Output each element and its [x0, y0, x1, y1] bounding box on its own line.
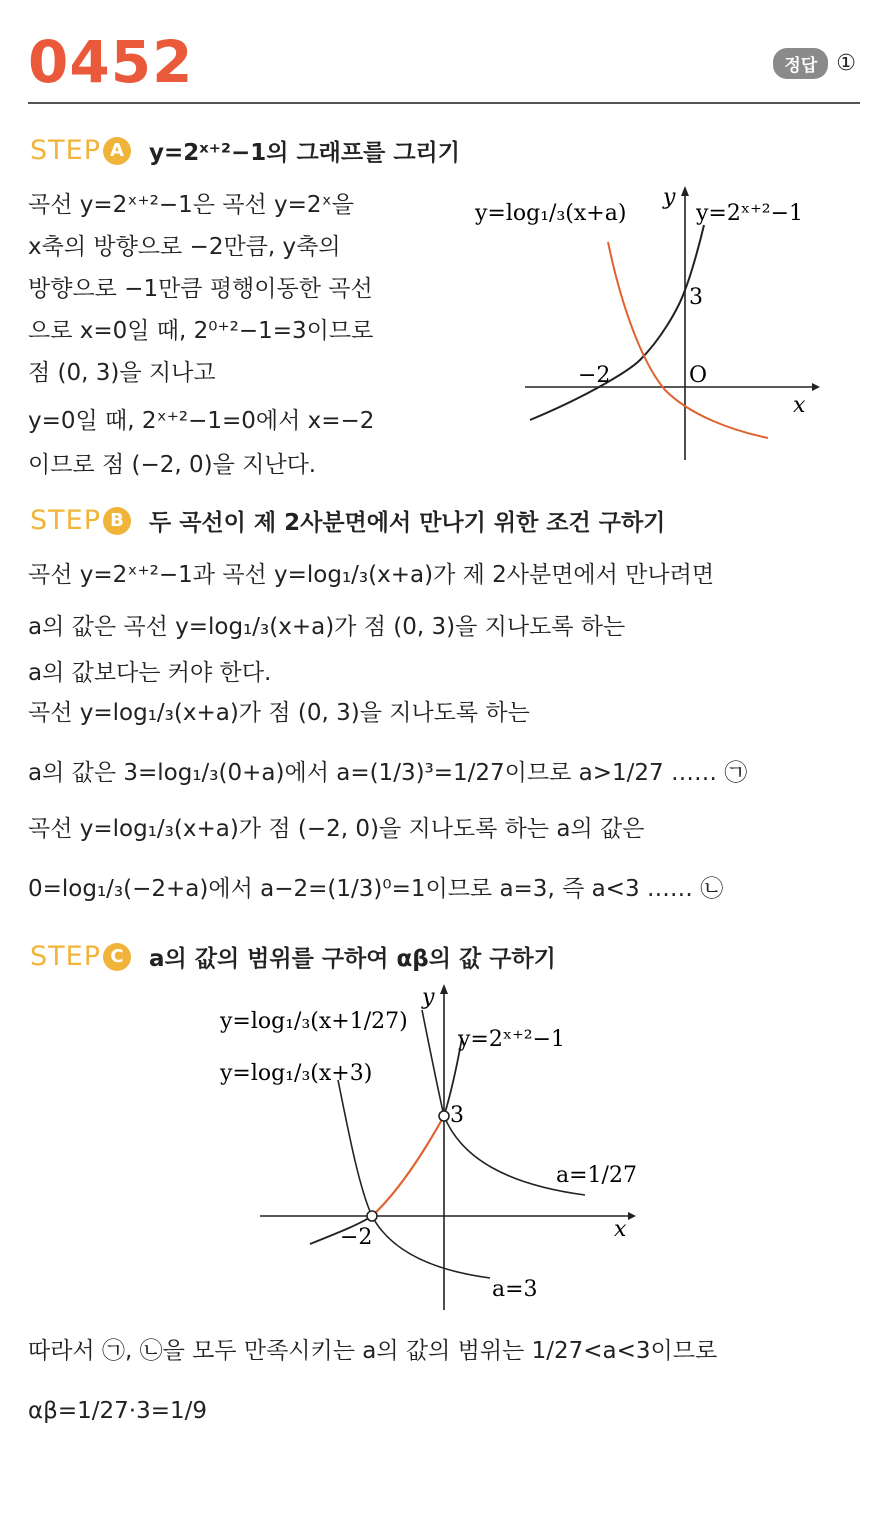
step-a-line-5: 점 (0, 3)을 지나고 [28, 360, 216, 386]
step-letter-badge: A [103, 137, 131, 165]
point-neg2-0 [367, 1211, 377, 1221]
step-c-line-1: 따라서 ㉠, ㉡을 모두 만족시키는 a의 값의 범위는 1/27<a<3이므로 [28, 1338, 718, 1364]
step-b-heading [30, 504, 665, 537]
step-title: 두 곡선이 제 2사분면에서 만나기 위한 조건 구하기 [148, 510, 666, 536]
exp-curve [530, 225, 704, 420]
graph-step-c [200, 980, 670, 1320]
tick-3-label: 3 [450, 1103, 464, 1128]
step-b-line-6: 곡선 y=log₁/₃(x+a)가 점 (−2, 0)을 지나도록 하는 a의 값은 [28, 816, 645, 842]
step-letter-badge: B [103, 507, 131, 535]
graph-label-log: y=log₁/₃(x+a) [475, 201, 627, 226]
y-axis-arrow [681, 186, 689, 196]
x-axis-arrow [628, 1212, 636, 1220]
answer-box [773, 48, 856, 79]
step-c-heading [30, 940, 556, 973]
y-axis-label: y [663, 185, 676, 210]
step-word: STEP [30, 135, 101, 166]
y-axis-label: y [422, 985, 435, 1010]
point-0-3 [439, 1111, 449, 1121]
step-a-line-4: 으로 x=0일 때, 2⁰⁺²−1=3이므로 [28, 318, 374, 344]
graph-label-exp: y=2ˣ⁺²−1 [696, 201, 804, 226]
answer-badge: 정답 [773, 48, 828, 79]
step-letter-badge: C [103, 943, 131, 971]
label-log-1-27: y=log₁/₃(x+1/27) [220, 1009, 408, 1034]
answer-value: ① [836, 51, 856, 76]
header-divider [28, 102, 860, 104]
step-a-line-6: y=0일 때, 2ˣ⁺²−1=0에서 x=−2 [28, 408, 375, 434]
origin-label: O [689, 363, 708, 388]
tick-3-label: 3 [689, 285, 703, 310]
step-b-line-4: 곡선 y=log₁/₃(x+a)가 점 (0, 3)을 지나도록 하는 [28, 700, 530, 726]
step-title: a의 값의 범위를 구하여 αβ의 값 구하기 [148, 946, 556, 972]
step-b-line-1: 곡선 y=2ˣ⁺²−1과 곡선 y=log₁/₃(x+a)가 제 2사분면에서 만나려면 [28, 562, 715, 588]
tick-neg2-label: −2 [340, 1225, 373, 1250]
step-c-line-2: αβ=1/27·3=1/9 [28, 1398, 207, 1424]
log-curve [608, 242, 768, 438]
step-b-line-5: a의 값은 3=log₁/₃(0+a)에서 a=(1/3)³=1/27이므로 a>1/27 …… ㉠ [28, 760, 748, 786]
step-b-line-2: a의 값은 곡선 y=log₁/₃(x+a)가 점 (0, 3)을 지나도록 하는 [28, 614, 626, 640]
exp-curve-highlight [372, 1116, 444, 1216]
step-a-heading [30, 134, 460, 167]
step-b-line-7: 0=log₁/₃(−2+a)에서 a−2=(1/3)⁰=1이므로 a=3, 즉 a<3 …… ㉡ [28, 876, 724, 902]
y-axis-arrow [440, 984, 448, 994]
label-log-3: y=log₁/₃(x+3) [220, 1061, 373, 1086]
step-a-line-3: 방향으로 −1만큼 평행이동한 곡선 [28, 276, 373, 302]
step-a-line-7: 이므로 점 (−2, 0)을 지난다. [28, 452, 317, 478]
label-exp: y=2ˣ⁺²−1 [458, 1027, 566, 1052]
step-word: STEP [30, 505, 101, 536]
graph-step-a [460, 180, 830, 470]
tick-neg2-label: −2 [578, 363, 611, 388]
step-b-line-3: a의 값보다는 커야 한다. [28, 660, 272, 686]
step-a-line-1: 곡선 y=2ˣ⁺²−1은 곡선 y=2ˣ을 [28, 192, 354, 218]
step-word: STEP [30, 941, 101, 972]
x-axis-label: x [614, 1217, 627, 1242]
step-title: y=2ˣ⁺²−1의 그래프를 그리기 [148, 140, 460, 166]
label-a-3: a=3 [492, 1277, 538, 1302]
label-a-1-27: a=1/27 [556, 1163, 637, 1188]
x-axis-arrow [812, 383, 820, 391]
x-axis-label: x [793, 393, 806, 418]
problem-number: 0452 [28, 28, 194, 96]
step-a-line-2: x축의 방향으로 −2만큼, y축의 [28, 234, 341, 260]
